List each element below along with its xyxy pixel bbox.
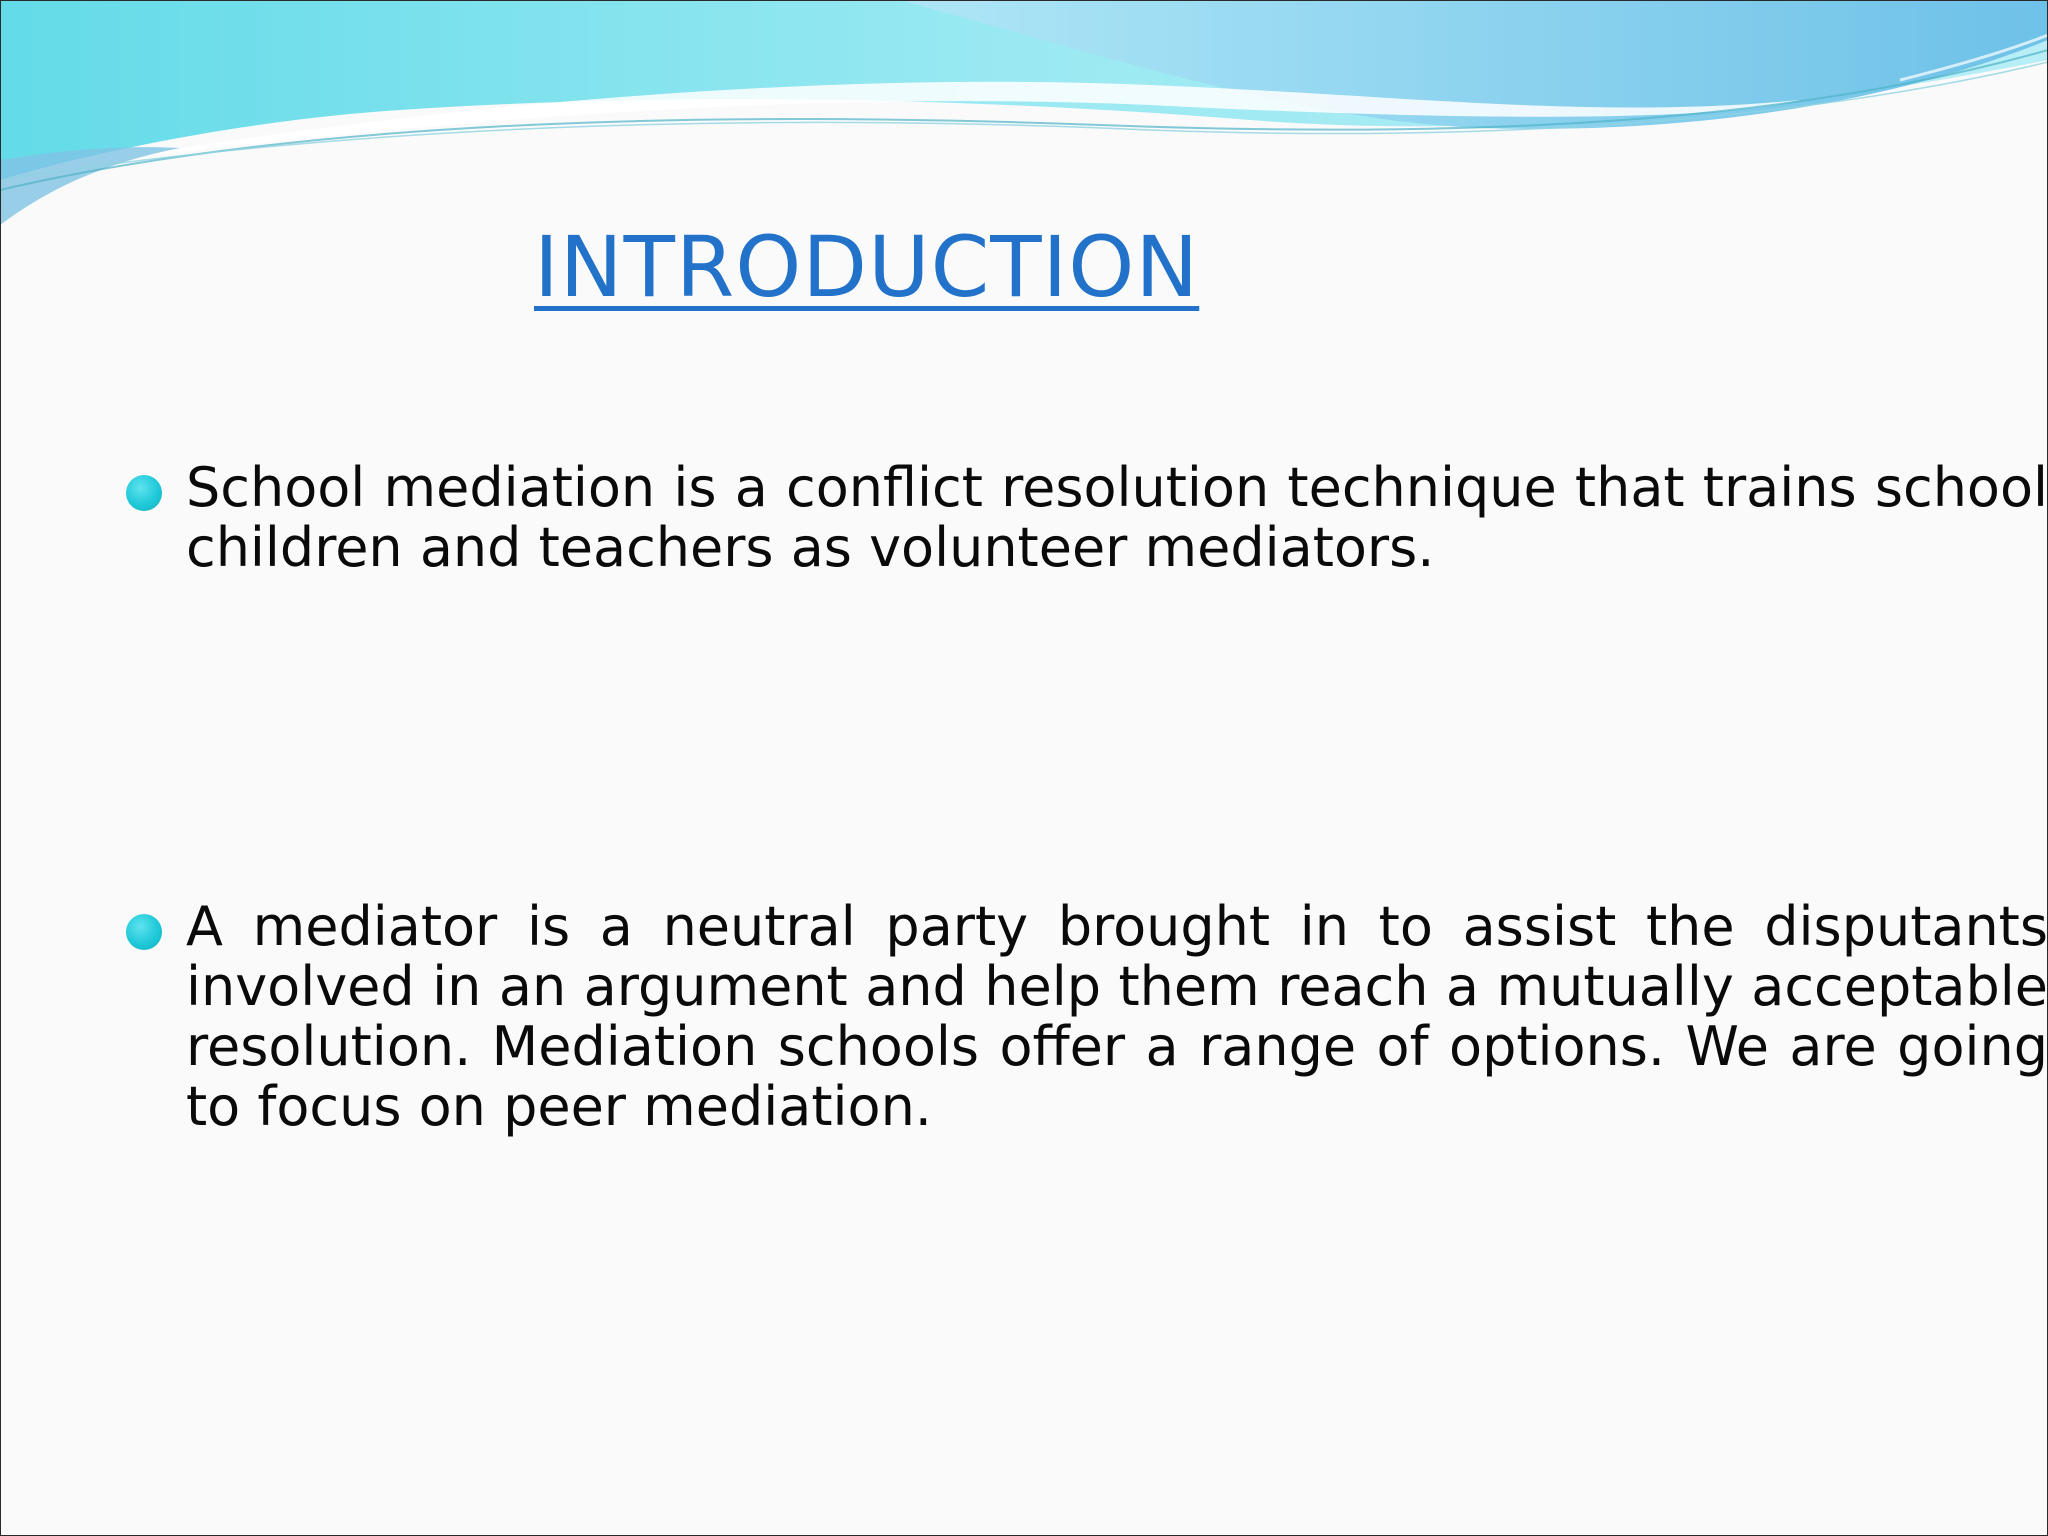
slide-title: INTRODUCTION: [534, 218, 1200, 316]
header-wave-decoration: [0, 0, 2048, 240]
bullet-text: School mediation is a conflict resolution technique that trains school children and teachers as volunteer mediators.: [186, 456, 2048, 579]
bullet-dot-icon: [126, 475, 162, 511]
bullet-text: A mediator is a neutral party brought in to assist the disputants involved in an argument and help them reach a mutually acceptable resolution. Mediation schools offer a range of options. We are going to focus on peer mediation.: [186, 895, 2048, 1138]
bullet-dot-icon: [126, 914, 162, 950]
